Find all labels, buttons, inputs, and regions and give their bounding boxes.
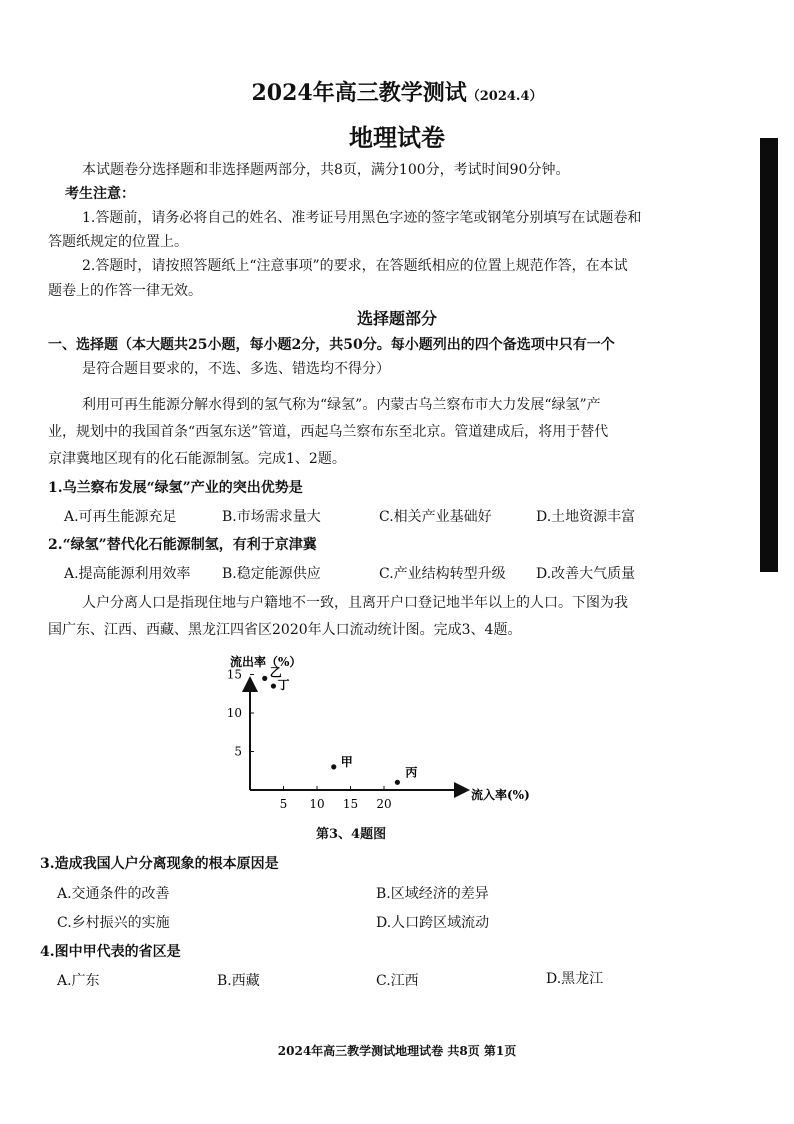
data-point [262,676,267,681]
exam-title [0,76,794,107]
question-2-stem: 2.“绿氢”替代化石能源制氢，有利于京津冀 [48,537,317,553]
data-point-label: 丁 [277,678,290,693]
question-2-option-a: A.提高能源利用效率 [64,566,191,582]
data-point [395,780,400,785]
page-footer: 2024年高三教学测试地理试卷 共8页 第1页 [277,1044,517,1058]
notice-item-2-line-2: 题卷上的作答一律无效。 [48,283,202,299]
notice-item-2-line-1: 2.答题时，请按照答题纸上“注意事项”的要求，在答题纸相应的位置上规范作答，在本试 [82,258,628,274]
y-axis-label: 流出率（%） [230,655,302,669]
question-2-option-b: B.稳定能源供应 [222,566,321,582]
x-axis-label: 流入率(%) [471,788,530,802]
passage1-line-1: 利用可再生能源分解水得到的氢气称为“绿氢”。内蒙古乌兰察布市大力发展“绿氢”产 [82,397,601,413]
question-3-stem: 3.造成我国人户分离现象的根本原因是 [40,856,279,872]
x-tick-label: 5 [279,797,288,811]
exam-date: （2024.4） [466,89,543,104]
x-tick-label: 15 [342,797,359,811]
notice-item-1-line-1: 1.答题前，请务必将自己的姓名、准考证号用黑色字迹的签字笔或钢笔分别填写在试题卷和 [82,210,642,226]
chart-caption: 第3、4题图 [316,827,387,842]
passage2-line-1: 人户分离人口是指现住地与户籍地不一致，且离开户口登记地半年以上的人口。下图为我 [82,595,628,611]
question-3-option-c: C.乡村振兴的实施 [57,915,170,931]
question-3-option-a: A.交通条件的改善 [57,886,170,902]
question-4-option-c: C.江西 [376,973,419,989]
question-1-option-c: C.相关产业基础好 [379,509,492,525]
x-tick-label: 10 [309,797,325,811]
section-heading: 选择题部分 [356,309,437,328]
question-3-option-b: B.区域经济的差异 [376,886,489,902]
passage2-line-2: 国广东、江西、西藏、黑龙江四省区2020年人口流动统计图。完成3、4题。 [48,622,522,638]
exam-subject-title: 地理试卷 [349,123,445,152]
question-1-option-d: D.土地资源丰富 [536,509,636,525]
question-4-option-d: D.黑龙江 [546,971,604,987]
population-flow-chart [200,648,560,824]
y-tick-label: 15 [226,667,242,682]
question-2-option-c: C.产业结构转型升级 [379,566,506,582]
question-1-option-b: B.市场需求量大 [222,509,321,525]
y-tick-label: 10 [226,706,242,720]
notice-heading: 考生注意： [65,186,135,202]
data-point-label: 乙 [269,665,282,680]
question-4-option-a: A.广东 [57,973,100,989]
part1-instructions-line-2: 是符合题目要求的，不选、多选、错选均不得分） [82,361,390,377]
passage1-line-2: 业，规划中的我国首条“西氢东送”管道，西起乌兰察布东至北京。管道建成后，将用于替代 [48,424,609,440]
intro-text: 本试题卷分选择题和非选择题两部分，共8页，满分100分，考试时间90分钟。 [82,162,570,178]
question-3-option-d: D.人口跨区域流动 [376,915,490,931]
part1-instructions-line-1: 一、选择题（本大题共25小题，每小题2分，共50分。每小题列出的四个备选项中只有一个 [48,337,615,353]
question-4-stem: 4.图中甲代表的省区是 [40,944,181,960]
data-point-label: 甲 [340,754,353,769]
passage1-line-3: 京津冀地区现有的化石能源制氢。完成1、2题。 [48,451,346,467]
question-1-option-a: A.可再生能源充足 [64,509,177,525]
question-2-option-d: D.改善大气质量 [536,566,636,582]
x-tick-label: 20 [376,797,392,811]
data-point [331,764,336,769]
data-point [271,683,276,688]
question-1-stem: 1.乌兰察布发展“绿氢”产业的突出优势是 [48,480,303,496]
question-4-option-b: B.西藏 [217,973,260,989]
notice-item-1-line-2: 答题纸规定的位置上。 [48,234,188,250]
y-tick-label: 5 [234,744,242,759]
exam-title-text: 2024年高三教学测试 [251,80,467,106]
data-point-label: 丙 [405,765,418,780]
scan-edge-bar [760,138,778,572]
